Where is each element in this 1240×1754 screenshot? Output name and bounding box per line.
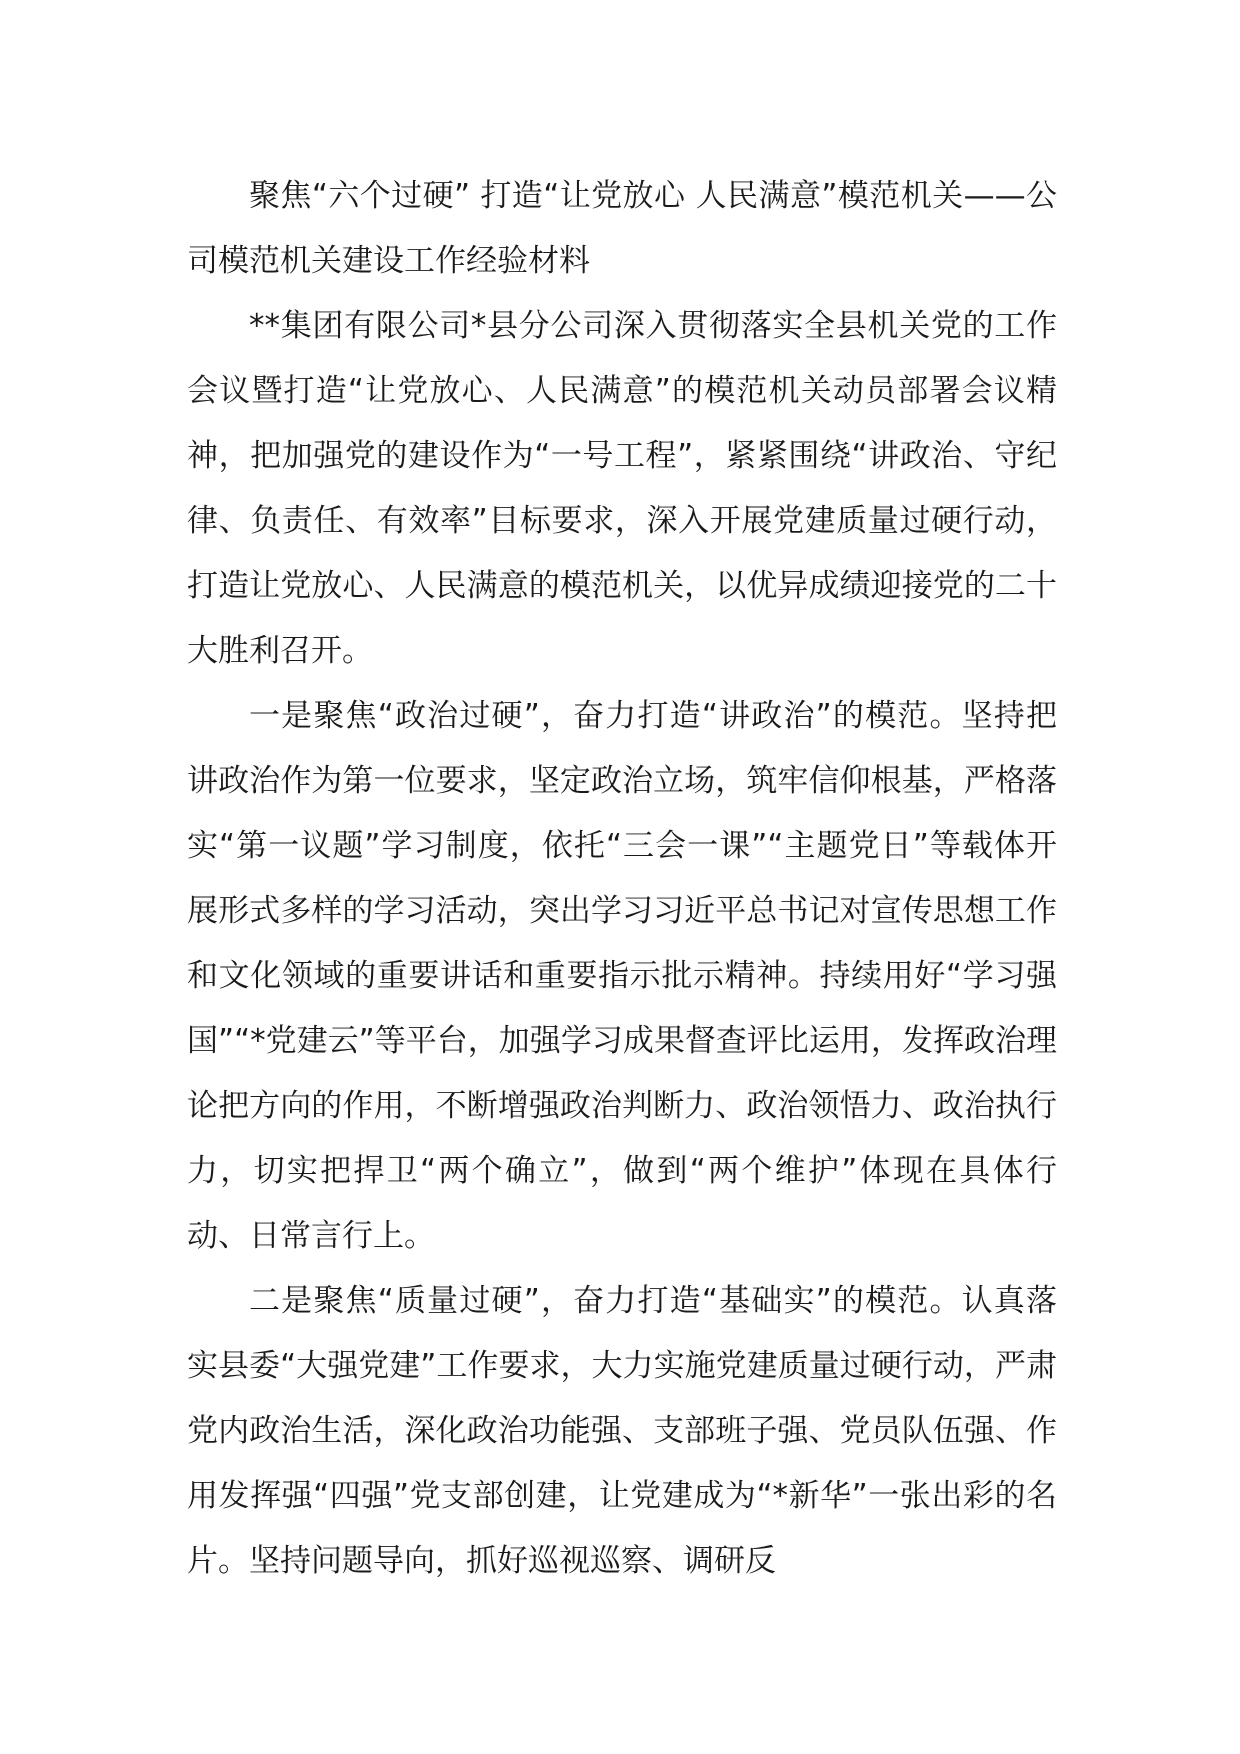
paragraph-political: 一是聚焦“政治过硬”，奋力打造“讲政治”的模范。坚持把讲政治作为第一位要求，坚定政治立场，筑牢信仰根基，严格落实“第一议题”学习制度，依托“三会一课”“主题党日”等载体开展形式多样的学习活动，突出学习习近平总书记对宣传思想工作和文化领域的重要讲话和重要指示批示精神。持续用好“学习强国”“*党建云”等平台，加强学习成果督查评比运用，发挥政治理论把方向的作用，不断增强政治判断力、政治领悟力、政治执行力，切实把捍卫“两个确立”，做到“两个维护”体现在具体行动、日常言行上。 [187, 698, 1057, 1254]
document-body [187, 164, 1057, 1594]
paragraph-intro: **集团有限公司*县分公司深入贯彻落实全县机关党的工作会议暨打造“让党放心、人民满意”的模范机关动员部署会议精神，把加强党的建设作为“一号工程”，紧紧围绕“讲政治、守纪律、负责任、有效率”目标要求，深入开展党建质量过硬行动，打造让党放心、人民满意的模范机关，以优异成绩迎接党的二十大胜利召开。 [187, 308, 1057, 669]
document-title: 聚焦“六个过硬” 打造“让党放心 人民满意”模范机关——公司模范机关建设工作经验材料 [187, 178, 1057, 279]
paragraph-quality: 二是聚焦“质量过硬”，奋力打造“基础实”的模范。认真落实县委“大强党建”工作要求，大力实施党建质量过硬行动，严肃党内政治生活，深化政治功能强、支部班子强、党员队伍强、作用发挥强“四强”党支部创建，让党建成为“*新华”一张出彩的名片。坚持问题导向，抓好巡视巡察、调研反 [187, 1283, 1057, 1579]
